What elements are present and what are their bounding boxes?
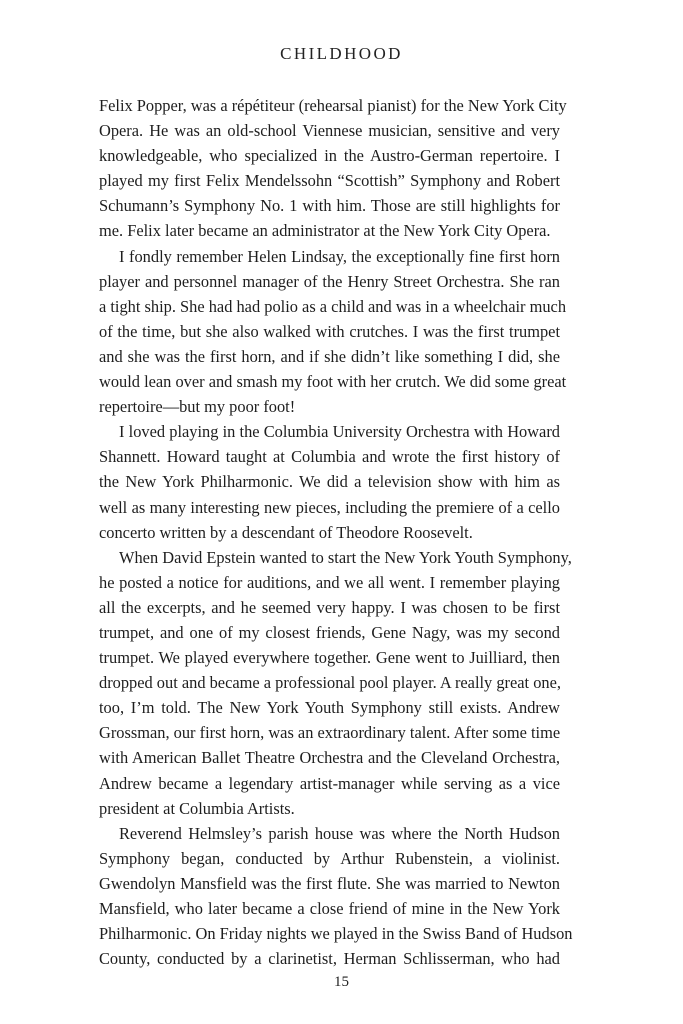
text-line: Symphony began, conducted by Arthur Rubenstein, a violinist. <box>99 848 560 868</box>
text-line: too, I’m told. The New York Youth Symphony still exists. Andrew <box>99 698 560 718</box>
text-line: Reverend Helmsley’s parish house was where the North Hudson <box>119 823 560 843</box>
text-line: County, conducted by a clarinetist, Herman Schlisserman, who had <box>99 949 560 969</box>
text-line: played my first Felix Mendelssohn “Scottish” Symphony and Robert <box>99 171 560 191</box>
text-line: of the time, but she also walked with crutches. I was the first trumpet <box>99 321 560 341</box>
text-line: Mansfield, who later became a close friend of mine in the New York <box>99 899 560 918</box>
paragraph <box>99 244 567 420</box>
text-line: Gwendolyn Mansfield was the first flute. She was married to Newton <box>99 873 560 893</box>
text-line: Shannett. Howard taught at Columbia and wrote the first history of <box>99 447 560 467</box>
text-line: I fondly remember Helen Lindsay, the exceptionally fine first horn <box>119 246 560 266</box>
text-line: the New York Philharmonic. We did a television show with him as <box>99 472 560 492</box>
text-line: knowledgeable, who specialized in the Austro-German repertoire. I <box>99 146 560 166</box>
text-line: well as many interesting new pieces, including the premiere of a cello <box>99 497 560 517</box>
text-line: and she was the first horn, and if she didn’t like something I did, she <box>99 346 560 366</box>
text-line: Felix Popper, was a répétiteur (rehearsal pianist) for the New York City <box>99 96 567 115</box>
text-line: with American Ballet Theatre Orchestra and the Cleveland Orchestra, <box>99 748 560 768</box>
text-line: trumpet. We played everywhere together. Gene went to Juilliard, then <box>99 648 560 668</box>
text-line: me. Felix later became an administrator at the New York City Opera. <box>99 221 551 241</box>
text-line: Opera. He was an old-school Viennese musician, sensitive and very <box>99 121 560 141</box>
paragraph <box>99 821 573 972</box>
text-line: dropped out and became a professional pool player. A really great one, <box>99 673 561 693</box>
text-line: Schumann’s Symphony No. 1 with him. Those are still highlights for <box>99 196 560 216</box>
text-line: president at Columbia Artists. <box>99 798 295 818</box>
text-line: would lean over and smash my foot with her crutch. We did some great <box>99 372 567 392</box>
text-line: all the excerpts, and he seemed very happy. I was chosen to be first <box>99 597 560 617</box>
text-line: trumpet, and one of my closest friends, Gene Nagy, was my second <box>99 622 560 642</box>
text-line: When David Epstein wanted to start the New York Youth Symphony, <box>119 547 572 567</box>
text-line: Andrew became a legendary artist-manager while serving as a vice <box>99 773 560 793</box>
page-number: 15 <box>334 974 349 990</box>
text-line: player and personnel manager of the Henry Street Orchestra. She ran <box>99 271 560 291</box>
text-line: he posted a notice for auditions, and we all went. I remember playing <box>99 572 560 592</box>
text-line: a tight ship. She had had polio as a child and was in a wheelchair much <box>99 296 567 316</box>
text-line: concerto written by a descendant of Theodore Roosevelt. <box>99 522 473 542</box>
paragraph <box>99 545 572 821</box>
text-line: repertoire—but my poor foot! <box>99 397 296 417</box>
text-line: Philharmonic. On Friday nights we played in the Swiss Band of Hudson <box>99 924 573 944</box>
body-text <box>99 93 573 971</box>
text-line: I loved playing in the Columbia University Orchestra with Howard <box>119 422 560 442</box>
paragraph <box>99 419 560 544</box>
text-line: Grossman, our first horn, was an extraordinary talent. After some time <box>99 723 561 743</box>
running-head: CHILDHOOD <box>280 44 403 63</box>
paragraph <box>99 93 567 244</box>
